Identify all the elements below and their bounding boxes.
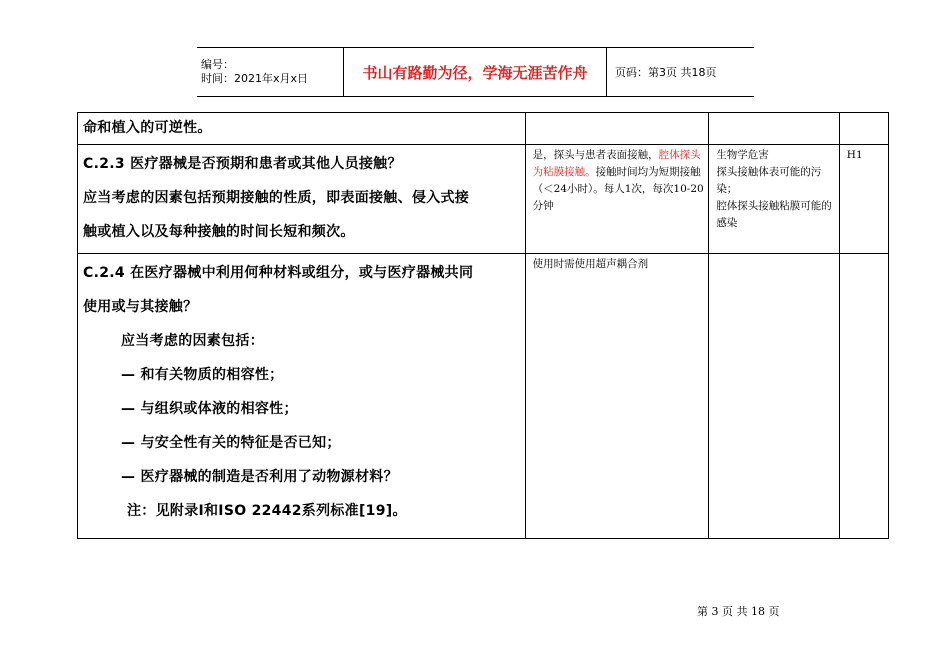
- answer-cell: [525, 113, 709, 145]
- question-line: — 与组织或体液的相容性；: [121, 401, 298, 417]
- hazard-cell: [709, 254, 839, 539]
- question-line: 触或植入以及每种接触的时间长短和频次。: [83, 224, 355, 240]
- question-line: — 与安全性有关的特征是否已知；: [121, 435, 341, 451]
- question-cell: [78, 254, 526, 539]
- question-line: — 医疗器械的制造是否利用了动物源材料？: [121, 469, 398, 485]
- answer-highlight: 腔体探头为粘膜接触。: [532, 149, 701, 178]
- risk-analysis-table: [77, 112, 889, 539]
- answer-text: 是，探头与患者表面接触，: [532, 149, 659, 161]
- question-line: 命和植入的可逆性。: [83, 120, 212, 136]
- question-cell: [78, 145, 526, 254]
- hazard-line: 生物学危害: [716, 149, 769, 161]
- number-label: 编号：: [201, 58, 234, 71]
- question-line: C.2.4 在医疗器械中利用何种材料或组分，或与医疗器械共同: [83, 265, 474, 281]
- hazard-line: 腔体探头接触粘膜可能的感染: [716, 200, 832, 229]
- question-line: — 和有关物质的相容性；: [121, 367, 284, 383]
- question-line: 应当考虑的因素包括：: [121, 333, 264, 349]
- table-row: [78, 145, 889, 254]
- hazard-line: 探头接触体表可能的污染；: [716, 166, 822, 195]
- answer-text: 接触时间均为短期接触（＜24小时）。每人1次，每次10-20分钟: [532, 166, 704, 212]
- hazard-cell: [709, 145, 839, 254]
- code-cell: H1: [839, 145, 888, 254]
- question-line: C.2.3 医疗器械是否预期和患者或其他人员接触？: [83, 156, 402, 172]
- code-cell: [839, 113, 888, 145]
- code-cell: [839, 254, 888, 539]
- page-header: [197, 47, 754, 97]
- header-motto: 书山有路勤为径，学海无涯苦作舟: [344, 48, 607, 97]
- page-footer: 第 3 页 共 18 页: [697, 605, 780, 618]
- answer-text: 使用时需使用超声耦合剂: [532, 258, 649, 270]
- table-row: [78, 113, 889, 145]
- hazard-cell: [709, 113, 839, 145]
- question-note: 注：见附录I和ISO 22442系列标准[19]。: [127, 503, 407, 519]
- header-meta: [197, 48, 344, 97]
- question-line: 应当考虑的因素包括预期接触的性质，即表面接触、侵入式接: [83, 190, 470, 206]
- time-label: 时间：2021年x月x日: [201, 72, 309, 85]
- header-page-code: 页码：第3页 共18页: [607, 48, 755, 97]
- question-cell: [78, 113, 526, 145]
- answer-cell: [525, 145, 709, 254]
- question-line: 使用或与其接触？: [83, 299, 198, 315]
- answer-cell: [525, 254, 709, 539]
- table-row: [78, 254, 889, 539]
